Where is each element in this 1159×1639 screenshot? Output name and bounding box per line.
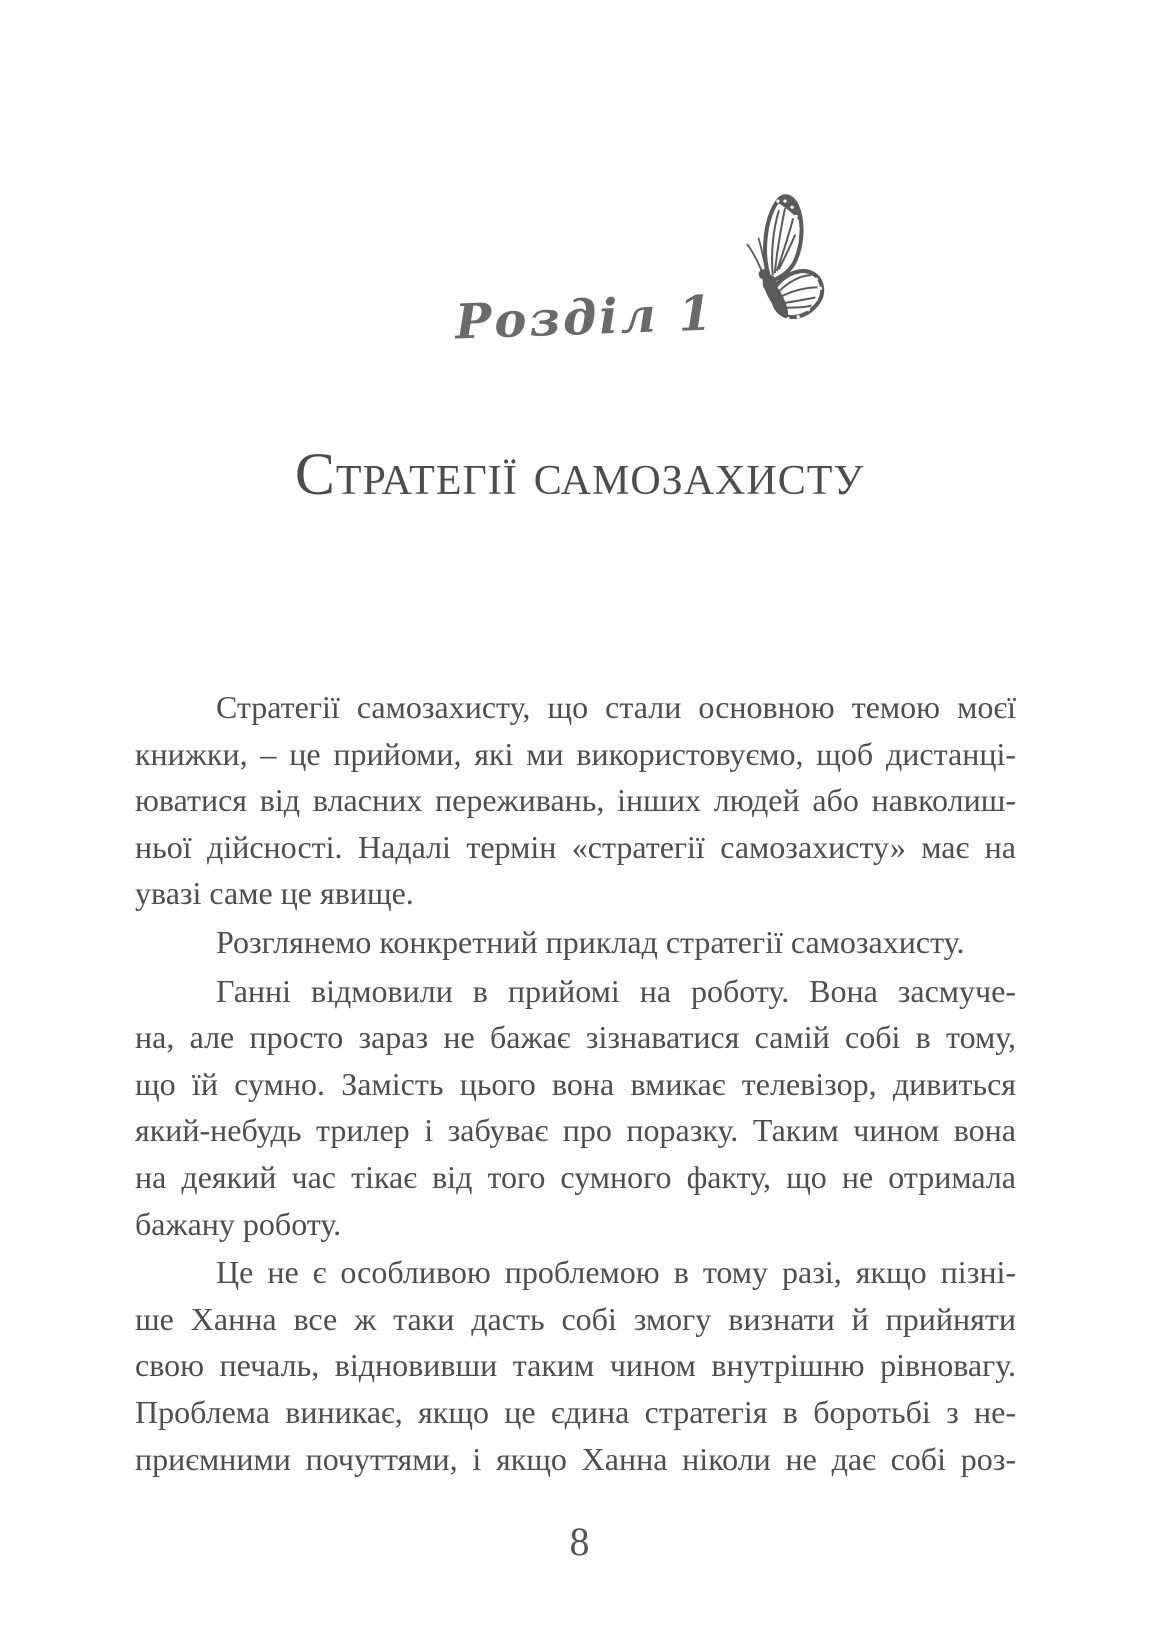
text-line: Розглянемо конкретний приклад стратегії самозахисту. bbox=[216, 923, 965, 960]
chapter-number-script: Розділ 1 bbox=[454, 285, 716, 351]
text-line: ньої дійсності. Надалі термін «стратегії самозахисту» має на bbox=[135, 828, 1016, 865]
paragraph bbox=[135, 968, 1016, 1248]
paragraph bbox=[135, 684, 1016, 917]
text-line: Стратегії самозахисту, що стали основною темою моєї bbox=[216, 689, 1016, 725]
text-line: який-небудь трилер і забуває про поразку. Таким чином вона bbox=[135, 1112, 1016, 1149]
text-line: свою печаль, відновивши таким чином внутрішню рівновагу. bbox=[135, 1347, 1016, 1384]
text-line: увазі саме це явище. bbox=[135, 875, 414, 912]
text-line: ше Ханна все ж таки дасть собі змогу визнати й прийняти bbox=[135, 1300, 1016, 1337]
text-line: Ганні відмовили в прийомі на роботу. Вона засмуче- bbox=[216, 972, 1016, 1009]
text-line: що їй сумно. Замість цього вона вмикає телевізор, дивиться bbox=[135, 1065, 1016, 1102]
text-line: Проблема виникає, якщо це єдина стратегія в боротьбі з не- bbox=[135, 1393, 1016, 1430]
paragraph bbox=[135, 919, 1016, 966]
text-line: на деякий час тікає від того сумного факту, що не отримала bbox=[135, 1158, 1016, 1195]
text-line: книжки, – це прийоми, які ми використовуємо, щоб дистанці- bbox=[135, 735, 1016, 772]
chapter-title: Стратегії самозахисту bbox=[294, 441, 865, 507]
text-line: юватися від власних переживань, інших людей або навколиш- bbox=[135, 782, 1016, 819]
page-number: 8 bbox=[569, 1519, 590, 1564]
text-line: Це не є особливою проблемою в тому разі, якщо пізні- bbox=[216, 1254, 1016, 1291]
text-line: приємними почуттями, і якщо Ханна ніколи не дає собі роз- bbox=[135, 1440, 1016, 1477]
paragraph bbox=[135, 1249, 1016, 1482]
butterfly-icon bbox=[744, 194, 826, 332]
body-text bbox=[135, 684, 1016, 1484]
text-line: на, але просто зараз не бажає зізнаватися самій собі в тому, bbox=[135, 1019, 1016, 1056]
text-line: бажану роботу. bbox=[135, 1205, 342, 1242]
